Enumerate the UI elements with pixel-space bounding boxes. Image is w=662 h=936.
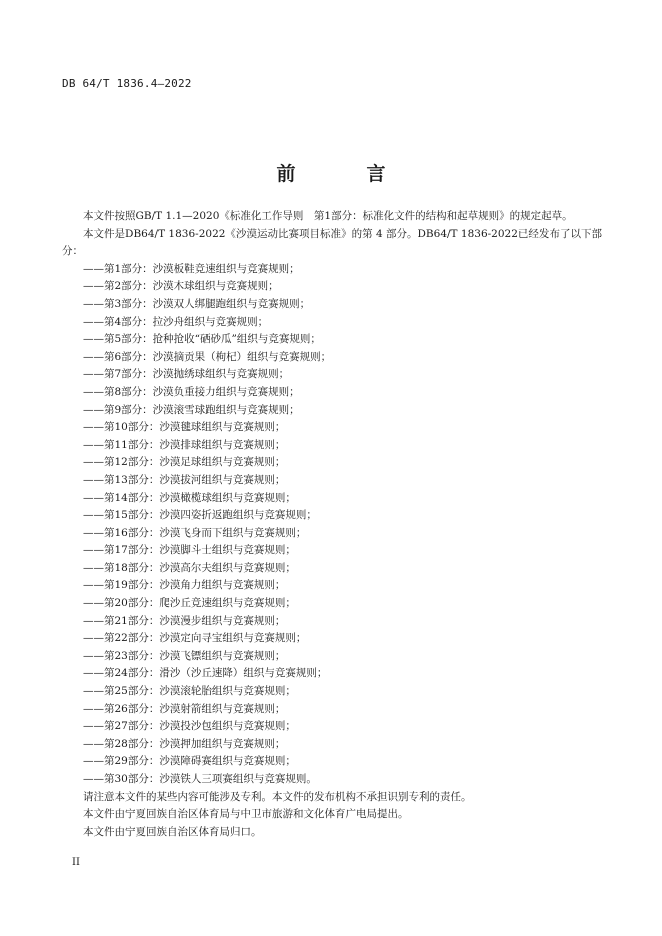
list-item: ——第24部分：滑沙（沙丘速降）组织与竞赛规则； [83,667,328,680]
intro-paragraph: 本文件按照GB/T 1.1—2020《标准化工作导则 第1部分：标准化文件的结构和起草规则》的规定起草。 [83,210,573,222]
list-item: ——第4部分：拉沙舟组织与竞赛规则； [83,315,269,328]
closing-paragraph: 本文件由宁夏回族自治区体育局归口。 [83,825,262,838]
list-item: ——第26部分：沙漠射箭组织与竞赛规则； [83,702,286,715]
intro-paragraph: 本文件是DB64/T 1836-2022《沙漠运动比赛项目标准》的第 4 部分。DB64/T 1836-2022已经发布了以下部分： [62,227,602,258]
list-item: ——第12部分：沙漠足球组织与竞赛规则； [83,456,286,469]
page-number: II [72,857,80,868]
list-item: ——第20部分：爬沙丘竞速组织与竞赛规则； [83,597,296,610]
list-item: ——第23部分：沙漠飞镖组织与竞赛规则； [83,649,286,662]
list-item: ——第17部分：沙漠脚斗士组织与竞赛规则； [83,544,296,557]
list-item: ——第14部分：沙漠橄榄球组织与竞赛规则； [83,491,296,504]
list-item: ——第30部分：沙漠铁人三项赛组织与竞赛规则。 [83,773,317,785]
page-title: 前 言 [276,163,412,185]
list-item: ——第16部分：沙漠飞身而下组织与竞赛规则； [83,526,307,539]
list-item: ——第29部分：沙漠障碍赛组织与竞赛规则； [83,755,296,768]
document-code: DB 64/T 1836.4—2022 [62,77,192,90]
list-item: ——第9部分：沙漠滚雪球跑组织与竞赛规则； [83,403,300,416]
list-item: ——第3部分：沙漠双人绑腿跑组织与竞赛规则； [83,297,311,310]
list-item: ——第11部分：沙漠排球组织与竞赛规则； [83,438,286,451]
list-item: ——第6部分：沙漠摘贡果（枸杞）组织与竞赛规则； [83,350,332,363]
list-item: ——第27部分：沙漠投沙包组织与竞赛规则； [83,720,296,733]
list-item: ——第18部分：沙漠高尔夫组织与竞赛规则； [83,561,296,574]
list-item: ——第13部分：沙漠拔河组织与竞赛规则； [83,473,286,486]
list-item: ——第2部分：沙漠木球组织与竞赛规则； [83,280,279,293]
list-item: ——第25部分：沙漠滚轮胎组织与竞赛规则； [83,685,296,698]
list-item: ——第1部分：沙漠板鞋竞速组织与竞赛规则； [83,262,300,275]
list-item: ——第5部分：抢种抢收“硒砂瓜”组织与竞赛规则； [83,333,321,346]
list-item: ——第7部分：沙漠抛绣球组织与竞赛规则； [83,368,290,381]
list-item: ——第8部分：沙漠负重接力组织与竞赛规则； [83,385,300,398]
list-item: ——第22部分：沙漠定向寻宝组织与竞赛规则； [83,632,307,645]
list-item: ——第15部分：沙漠四姿折返跑组织与竞赛规则； [83,509,317,522]
document-body [62,208,602,841]
list-item: ——第10部分：沙漠毽球组织与竞赛规则； [83,421,286,434]
list-item: ——第21部分：沙漠漫步组织与竞赛规则； [83,614,286,627]
list-item: ——第19部分：沙漠角力组织与竞赛规则； [83,579,286,592]
closing-paragraph: 请注意本文件的某些内容可能涉及专利。本文件的发布机构不承担识别专利的责任。 [83,790,472,803]
list-item: ——第28部分：沙漠押加组织与竞赛规则； [83,737,286,750]
parts-list [62,261,602,789]
closing-paragraph: 本文件由宁夏回族自治区体育局与中卫市旅游和文化体育广电局提出。 [83,808,409,821]
